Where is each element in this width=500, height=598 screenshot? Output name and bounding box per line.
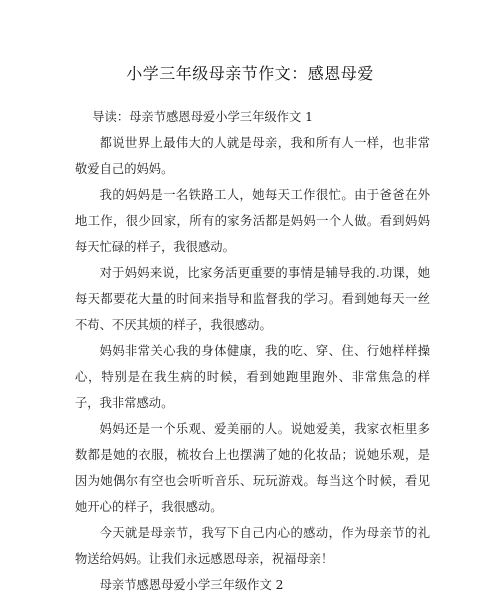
page-title: 小学三年级母亲节作文：感恩母爱 (126, 64, 374, 83)
article-body (75, 104, 430, 598)
paragraph-5: 妈妈还是一个乐观、爱美丽的人。说她爱美，我家衣柜里多数都是她的衣服，梳妆台上也摆满了她的化妆品；说她乐观，是因为她偶尔有空也会听听音乐、玩玩游戏。每当这个时候，看见她开心的样子，我很感动。 (75, 422, 430, 514)
intro-line: 导读：母亲节感恩母爱小学三年级作文 1 (92, 110, 313, 124)
paragraph-2: 我的妈妈是一名铁路工人，她每天工作很忙。由于爸爸在外地工作，很少回家，所有的家务活都是妈妈一个人做。看到妈妈每天忙碌的样子，我很感动。 (75, 188, 430, 254)
paragraph-3: 对于妈妈来说，比家务活更重要的事情是辅导我的.功课，她每天都要花大量的时间来指导和监督我的学习。看到她每天一丝不苟、不厌其烦的样子，我很感动。 (75, 266, 430, 332)
paragraph-1: 都说世界上最伟大的人就是母亲，我和所有人一样，也非常敬爱自己的妈妈。 (75, 136, 430, 176)
paragraph-4: 妈妈非常关心我的身体健康，我的吃、穿、住、行她样样操心，特别是在我生病的时候，看到她跑里跑外、非常焦急的样子，我非常感动。 (75, 344, 430, 410)
next-section-heading: 母亲节感恩母爱小学三年级作文 2 (99, 578, 284, 592)
paragraph-6: 今天就是母亲节，我写下自己内心的感动，作为母亲节的礼物送给妈妈。让我们永远感恩母亲，祝福母亲！ (75, 526, 430, 566)
